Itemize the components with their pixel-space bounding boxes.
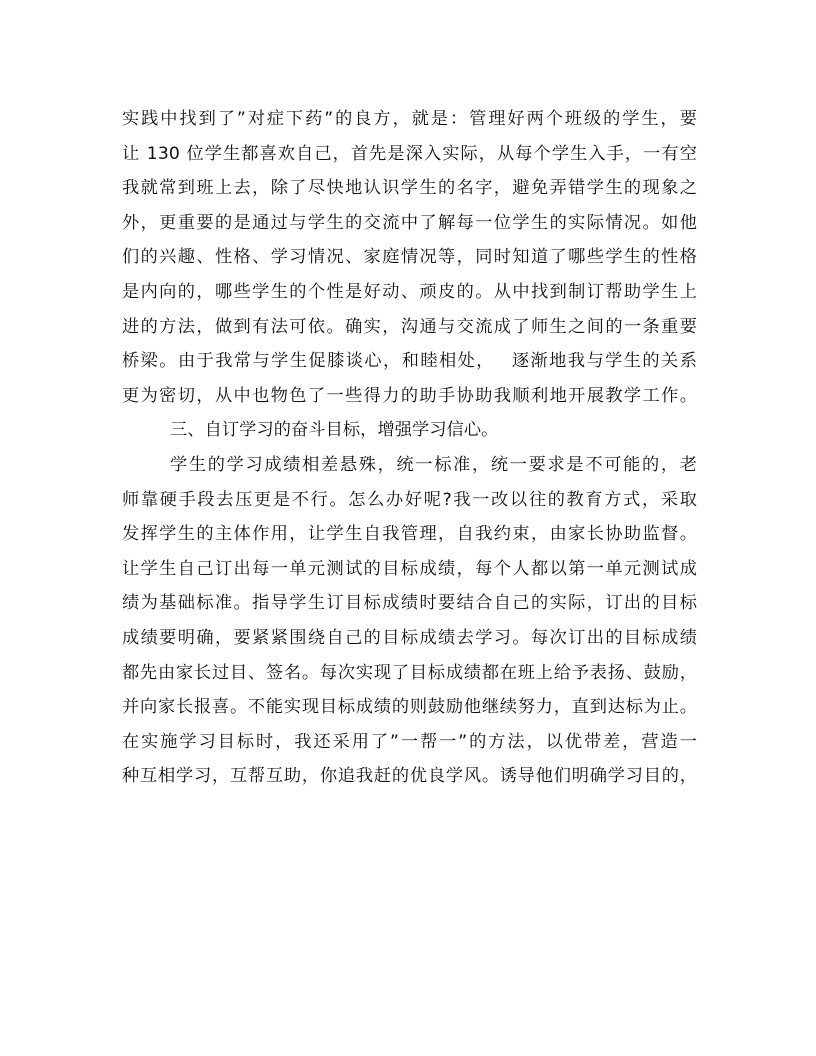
paragraph-line: 我就常到班上去，除了尽快地认识学生的名字，避免弄错学生的现象之 xyxy=(122,178,697,199)
paragraph-line: 们的兴趣、性格、学习情况、家庭情况等，同时知道了哪些学生的性格 xyxy=(122,247,697,268)
paragraph-line: 外，更重要的是通过与学生的交流中了解每一位学生的实际情况。如他 xyxy=(122,212,697,233)
paragraph-line: 师靠硬手段去压更是不行。怎么办好呢?我一改以往的教育方式，采取 xyxy=(122,489,697,510)
paragraph-line: 实践中找到了”对症下药”的良方，就是：管理好两个班级的学生，要 xyxy=(122,109,697,129)
paragraph-line: 更为密切，从中也物色了一些得力的助手协助我顺利地开展教学工作。 xyxy=(122,385,697,406)
paragraph-line: 是内向的，哪些学生的个性是好动、顽皮的。从中找到制订帮助学生上 xyxy=(122,281,697,302)
document-body xyxy=(122,102,697,794)
paragraph-line: 并向家长报喜。不能实现目标成绩的则鼓励他继续努力，直到达标为止。 xyxy=(122,697,697,718)
paragraph-line: 种互相学习，互帮互助，你追我赶的优良学风。诱导他们明确学习目的， xyxy=(122,766,697,787)
paragraph-line: 在实施学习目标时，我还采用了”一帮一”的方法，以优带差，营造一 xyxy=(122,731,697,752)
section-heading: 三、自订学习的奋斗目标，增强学习信心。 xyxy=(170,420,499,441)
paragraph-line: 让学生自己订出每一单元测试的目标成绩，每个人都以第一单元测试成 xyxy=(122,558,697,579)
paragraph-line: 都先由家长过目、签名。每次实现了目标成绩都在班上给予表扬、鼓励， xyxy=(122,662,697,683)
paragraph-line: 发挥学生的主体作用，让学生自我管理，自我约束，由家长协助监督。 xyxy=(122,524,697,545)
paragraph-line: 成绩要明确，要紧紧围绕自己的目标成绩去学习。每次订出的目标成绩 xyxy=(122,627,697,648)
paragraph-line: 进的方法，做到有法可依。确实，沟通与交流成了师生之间的一条重要 xyxy=(122,316,697,337)
paragraph-line: 学生的学习成绩相差悬殊，统一标准，统一要求是不可能的，老 xyxy=(170,454,697,475)
paragraph-line: 桥梁。由于我常与学生促膝谈心，和睦相处， 逐渐地我与学生的关系 xyxy=(122,351,697,372)
paragraph-line: 让 130 位学生都喜欢自己，首先是深入实际，从每个学生入手，一有空 xyxy=(122,143,697,164)
paragraph-line: 绩为基础标准。指导学生订目标成绩时要结合自己的实际，订出的目标 xyxy=(122,593,697,614)
